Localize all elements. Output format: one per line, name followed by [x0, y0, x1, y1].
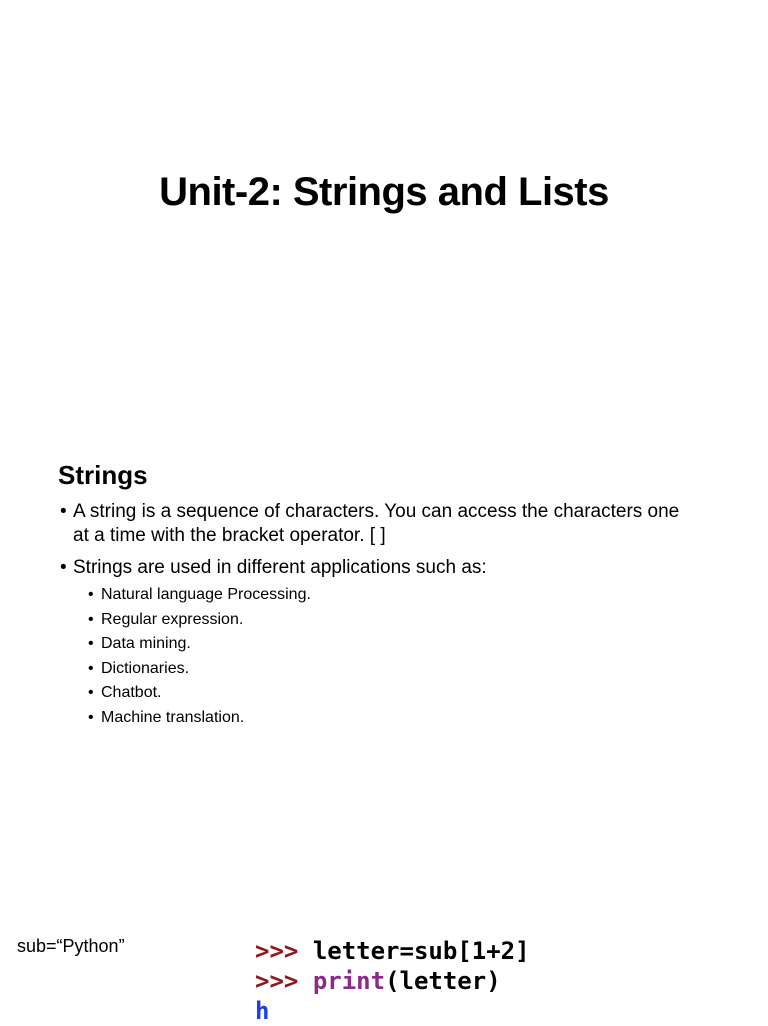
- bullet-definition: • A string is a sequence of characters. You can access the characters one at a time with the bracket operator. [ ]: [60, 500, 700, 548]
- list-item: • Data mining.: [88, 632, 700, 657]
- section-heading: Strings: [58, 460, 148, 490]
- variable-assignment: sub=“Python”: [17, 936, 125, 956]
- list-item: • Dictionaries.: [88, 657, 700, 682]
- code-text: letter=sub[1+2]: [312, 937, 530, 965]
- strings-slide: [0, 384, 768, 1024]
- code-line-1: [255, 936, 530, 966]
- code-example: [255, 936, 530, 1026]
- code-output: h: [255, 997, 270, 1025]
- keyword: print: [312, 967, 386, 995]
- code-line-2: [255, 966, 530, 996]
- list-item: • Chatbot.: [88, 681, 700, 706]
- slide-title: Unit-2: Strings and Lists: [159, 170, 609, 214]
- list-item: • Natural language Processing.: [88, 583, 700, 608]
- bullet-list: [60, 500, 700, 739]
- prompt: >>>: [255, 937, 299, 965]
- bullet-applications-text: Strings are used in different applications such as:: [73, 557, 487, 578]
- bullet-applications: [60, 556, 700, 731]
- title-slide: [0, 0, 768, 384]
- prompt: >>>: [255, 967, 299, 995]
- applications-list: [88, 583, 700, 731]
- list-item: • Regular expression.: [88, 608, 700, 633]
- list-item: • Machine translation.: [88, 706, 700, 731]
- code-text: (letter): [385, 967, 501, 995]
